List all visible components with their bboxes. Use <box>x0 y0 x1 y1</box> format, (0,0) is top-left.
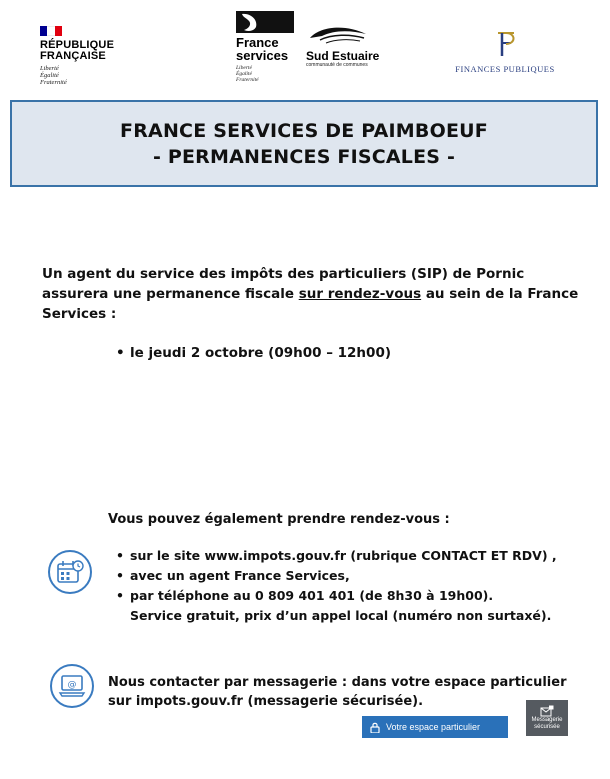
svg-text:@: @ <box>67 680 77 690</box>
rf-name-line2: FRANÇAISE <box>40 50 106 62</box>
messagerie-securisee-button[interactable] <box>526 700 568 736</box>
appointment-ways-list <box>116 546 586 626</box>
espace-particulier-label: Votre espace particulier <box>386 722 481 732</box>
sud-estuaire-logo <box>306 24 386 68</box>
envelope-lock-icon <box>540 705 554 717</box>
finances-publiques-logo <box>450 30 560 74</box>
fs-motto-2: Égalité <box>236 71 252 77</box>
finances-publiques-name: FINANCES PUBLIQUES <box>455 64 555 74</box>
intro-part-2: au sein de la France Services : <box>42 286 579 322</box>
title-line-2: - PERMANENCES FISCALES - <box>152 145 456 168</box>
way-phone: • par téléphone au 0 809 401 401 (de 8h30 à 19h00). <box>116 586 586 606</box>
way-agent: • avec un agent France Services, <box>116 566 586 586</box>
calendar-icon <box>48 550 92 594</box>
rf-motto-2: Égalité <box>40 72 59 79</box>
intro-part-1: Un agent du service des impôts des particuliers (SIP) de Pornic assurera une permanence fiscale <box>42 266 525 302</box>
intro-paragraph <box>42 264 582 324</box>
french-flag-icon <box>40 26 62 36</box>
messagerie-label-2: sécurisée <box>534 724 560 730</box>
date-text: le jeudi 2 octobre (09h00 – 12h00) <box>130 345 392 361</box>
messagerie-label-1: Messagerie <box>531 717 563 723</box>
title-line-1: FRANCE SERVICES DE PAIMBOEUF <box>120 119 488 142</box>
date-bullet-item: • le jeudi 2 octobre (09h00 – 12h00) <box>116 345 392 361</box>
republique-francaise-logo <box>40 26 140 86</box>
rf-motto-1: Liberté <box>40 65 59 72</box>
title-box <box>10 100 598 187</box>
sud-estuaire-name: Sud Estuaire <box>306 49 380 63</box>
rf-motto-3: Fraternité <box>40 79 67 86</box>
contact-paragraph: Nous contacter par messagerie : dans votre espace particulier sur impots.gouv.fr (messagerie sécurisée). <box>108 675 567 709</box>
fs-name-line1: France <box>236 35 279 50</box>
sud-estuaire-subtitle: communauté de communes <box>306 62 368 68</box>
fp-monogram-icon <box>490 30 520 58</box>
france-services-logo <box>236 11 302 83</box>
marianne-icon <box>236 11 294 33</box>
lock-icon <box>370 722 380 733</box>
fs-name-line2: services <box>236 48 289 63</box>
fs-motto-1: Liberté <box>236 65 252 71</box>
fs-motto-3: Fraternité <box>236 77 259 83</box>
way-phone-note: Service gratuit, prix d’un appel local (numéro non surtaxé). <box>130 608 552 623</box>
way-website: • sur le site www.impots.gouv.fr (rubrique CONTACT ET RDV) , <box>116 546 586 566</box>
espace-particulier-button[interactable] <box>362 716 508 738</box>
computer-mail-icon <box>50 664 94 708</box>
rf-name-line1: RÉPUBLIQUE <box>40 39 115 51</box>
wave-icon <box>306 24 372 44</box>
appointment-heading: Vous pouvez également prendre rendez-vous : <box>108 512 450 527</box>
intro-underlined: sur rendez-vous <box>298 286 422 302</box>
